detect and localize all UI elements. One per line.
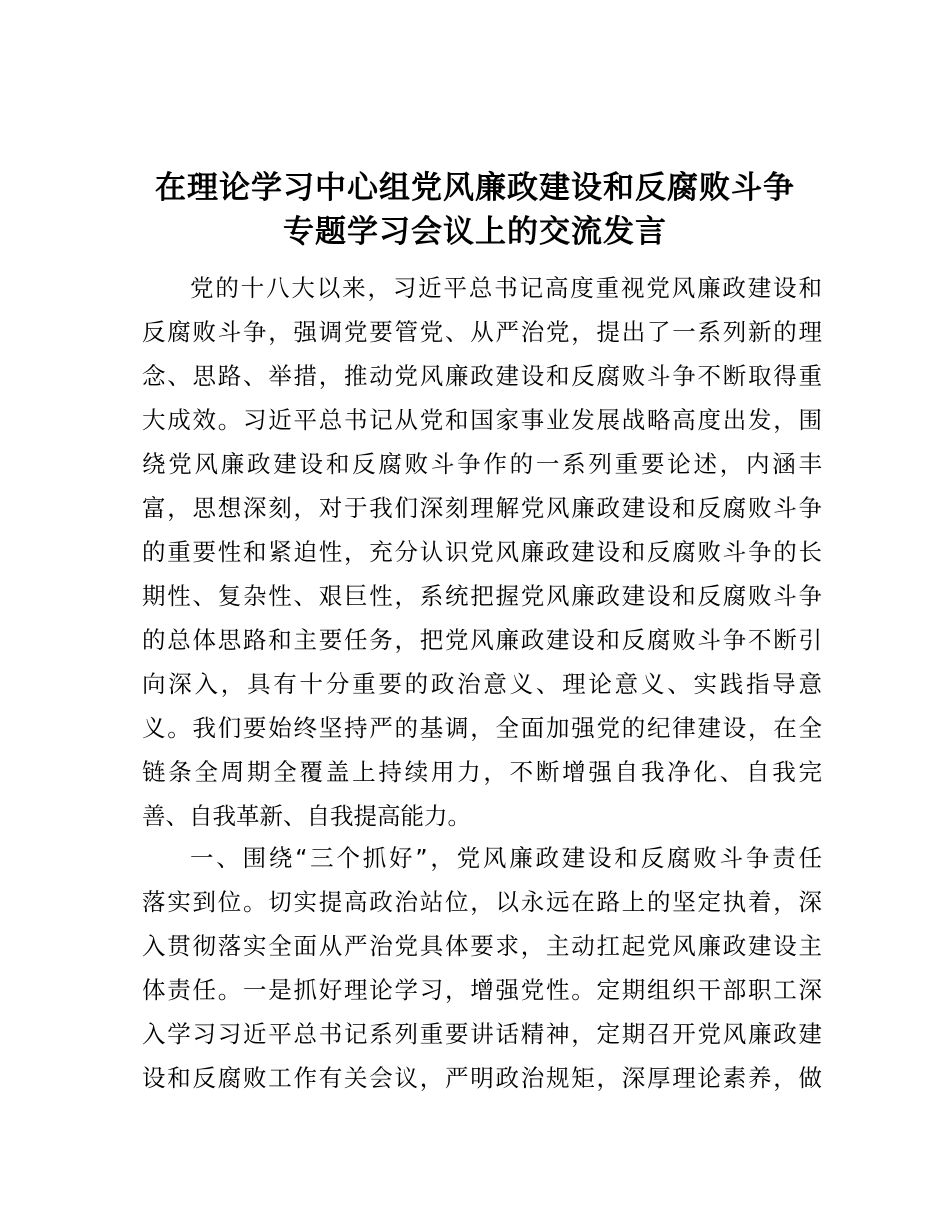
paragraph-line: 反腐败斗争，强调党要管党、从严治党，提出了一系列新的理 (142, 318, 822, 346)
paragraph-line: 一、围绕“三个抓好”，党风廉政建设和反腐败斗争责任 (190, 844, 822, 872)
document-title-line-2: 专题学习会议上的交流发言 (283, 214, 667, 250)
paragraph-line: 义。我们要始终坚持严的基调，全面加强党的纪律建设，在全 (142, 714, 822, 742)
document-title-line-1: 在理论学习中心组党风廉政建设和反腐败斗争 (155, 170, 795, 206)
paragraph-line: 期性、复杂性、艰巨性，系统把握党风廉政建设和反腐败斗争 (142, 582, 822, 610)
paragraph-line: 大成效。习近平总书记从党和国家事业发展战略高度出发，围 (142, 406, 822, 434)
paragraph-line: 落实到位。切实提高政治站位，以永远在路上的坚定执着，深 (142, 888, 822, 916)
paragraph-line: 的重要性和紧迫性，充分认识党风廉政建设和反腐败斗争的长 (142, 538, 822, 566)
paragraph-2 (142, 836, 822, 1100)
paragraph-line: 向深入，具有十分重要的政治意义、理论意义、实践指导意 (142, 670, 822, 698)
paragraph-line: 善、自我革新、自我提高能力。 (142, 802, 471, 830)
paragraph-line: 念、思路、举措，推动党风廉政建设和反腐败斗争不断取得重 (142, 362, 822, 390)
paragraph-line: 绕党风廉政建设和反腐败斗争作的一系列重要论述，内涵丰 (142, 450, 822, 478)
paragraph-line: 富，思想深刻，对于我们深刻理解党风廉政建设和反腐败斗争 (142, 494, 822, 522)
paragraph-line: 入学习习近平总书记系列重要讲话精神，定期召开党风廉政建 (142, 1020, 822, 1048)
paragraph-line: 入贯彻落实全面从严治党具体要求，主动扛起党风廉政建设主 (142, 932, 822, 960)
paragraph-line: 党的十八大以来，习近平总书记高度重视党风廉政建设和 (190, 274, 822, 302)
paragraph-line: 链条全周期全覆盖上持续用力，不断增强自我净化、自我完 (142, 758, 822, 786)
paragraph-line: 的总体思路和主要任务，把党风廉政建设和反腐败斗争不断引 (142, 626, 822, 654)
paragraph-1 (142, 266, 822, 838)
paragraph-line: 设和反腐败工作有关会议，严明政治规矩，深厚理论素养，做 (142, 1064, 822, 1092)
paragraph-line: 体责任。一是抓好理论学习，增强党性。定期组织干部职工深 (142, 976, 822, 1004)
